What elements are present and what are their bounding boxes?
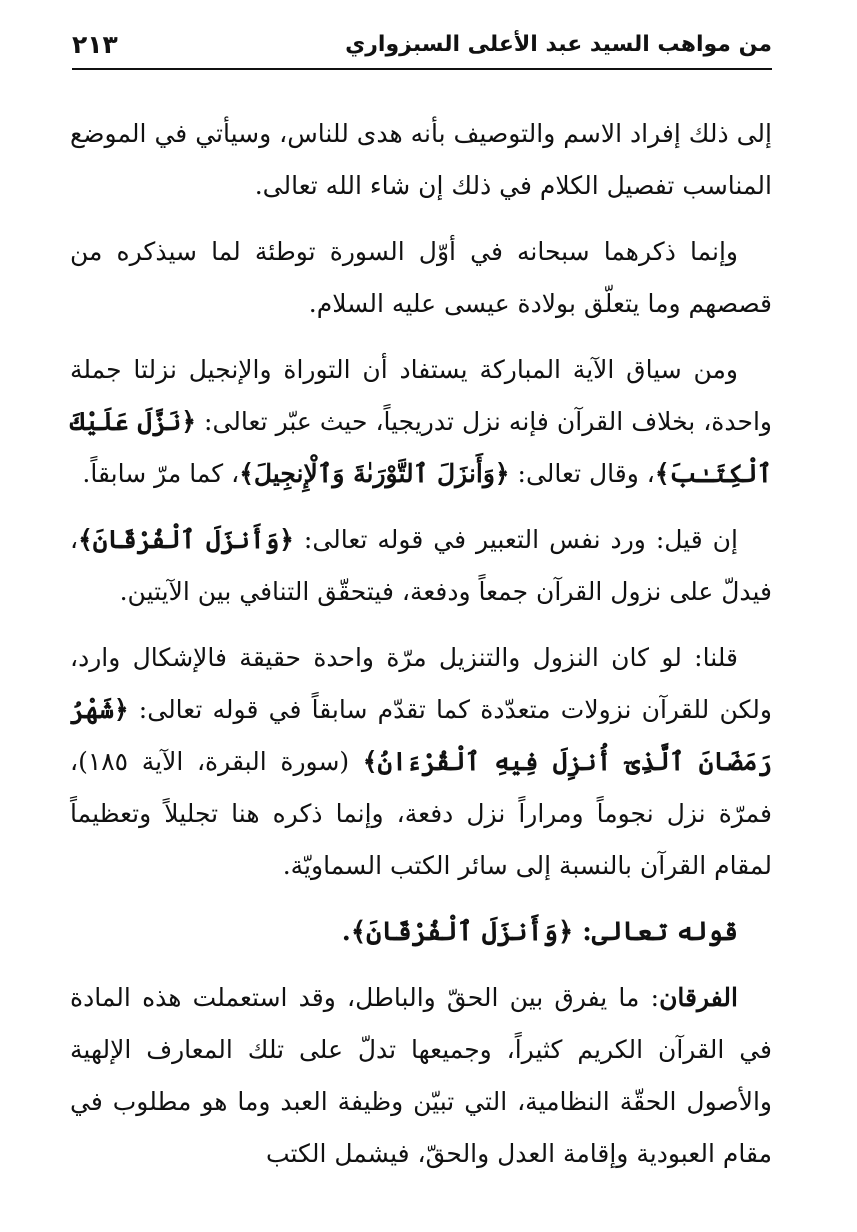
paragraph (70, 972, 772, 1180)
page-number: ٢١٣ (72, 30, 118, 59)
paragraph (70, 344, 772, 500)
page-header (72, 30, 772, 70)
paragraph (70, 514, 772, 618)
quran-quote: ﴿وَأَنزَلَ ٱلتَّوْرَىٰةَ وَٱلْإِنجِيلَ﴾ (239, 459, 510, 488)
heading-label: قوله تعالى: (573, 917, 738, 947)
quran-quote: ﴿نَزَّلَ عَلَيْكَ ٱلْكِتَـٰبَ﴾ (70, 407, 772, 488)
section-heading (70, 906, 772, 958)
paragraph-text: ، وقال تعالى: (509, 459, 655, 488)
heading-end: . (341, 917, 351, 947)
defined-term: الفرقان (659, 983, 738, 1012)
paragraph (70, 108, 772, 212)
paragraph-text: ، فيدلّ على نزول القرآن جمعاً ودفعة، فيتحقّق التنافي بين الآيتين. (70, 525, 772, 606)
quran-quote: ﴿شَهْرُ رَمَضَانَ ٱلَّذِىٓ أُنزِلَ فِيهِ ٱلْقُرْءَانُ﴾ (70, 695, 772, 776)
paragraph-text: قلنا: لو كان النزول والتنزيل مرّة واحدة حقيقة فالإشكال وارد، ولكن للقرآن نزولات متعدّدة كما تقدّم سابقاً في قوله تعالى: (70, 643, 772, 724)
paragraph (70, 226, 772, 330)
quran-quote: ﴿وَأَنزَلَ ٱلْفُرْقَانَ﴾ (78, 525, 294, 554)
paragraph-text: إلى ذلك إفراد الاسم والتوصيف بأنه هدى للناس، وسيأتي في الموضع المناسب تفصيل الكلام في ذلك إن شاء الله تعالى. (70, 119, 772, 200)
quran-quote: ﴿وَأَنزَلَ ٱلْفُرْقَانَ﴾ (350, 917, 574, 947)
paragraph (70, 632, 772, 892)
paragraph-text: : ما يفرق بين الحقّ والباطل، وقد استعملت هذه المادة في القرآن الكريم كثيراً، وجميعها تدلّ على تلك المعارف الإلهية والأصول الحقّة النظامية، التي تبيّن وظيفة العبد وما هو مطلوب في مقام العبودية وإقامة العدل والحقّ، فيشمل الكتب (70, 983, 772, 1168)
running-title: من مواهب السيد عبد الأعلى السبزواري (345, 32, 772, 57)
paragraph-text: (سورة البقرة، الآية ١٨٥)، فمرّة نزل نجوماً ومراراً نزل دفعة، وإنما ذكره هنا تجليلاً وتعظيماً لمقام القرآن بالنسبة إلى سائر الكتب السماويّة. (70, 747, 772, 880)
paragraph-text: ، كما مرّ سابقاً. (82, 459, 240, 488)
paragraph-text: إن قيل: ورد نفس التعبير في قوله تعالى: (293, 525, 738, 554)
paragraph-text: وإنما ذكرهما سبحانه في أوّل السورة توطئة لما سيذكره من قصصهم وما يتعلّق بولادة عيسى عليه السلام. (70, 237, 772, 318)
paragraph-text: ومن سياق الآية المباركة يستفاد أن التوراة والإنجيل نزلتا جملة واحدة، بخلاف القرآن فإنه نزل تدريجياً، حيث عبّر تعالى: (70, 355, 772, 436)
body-text (70, 108, 772, 1194)
